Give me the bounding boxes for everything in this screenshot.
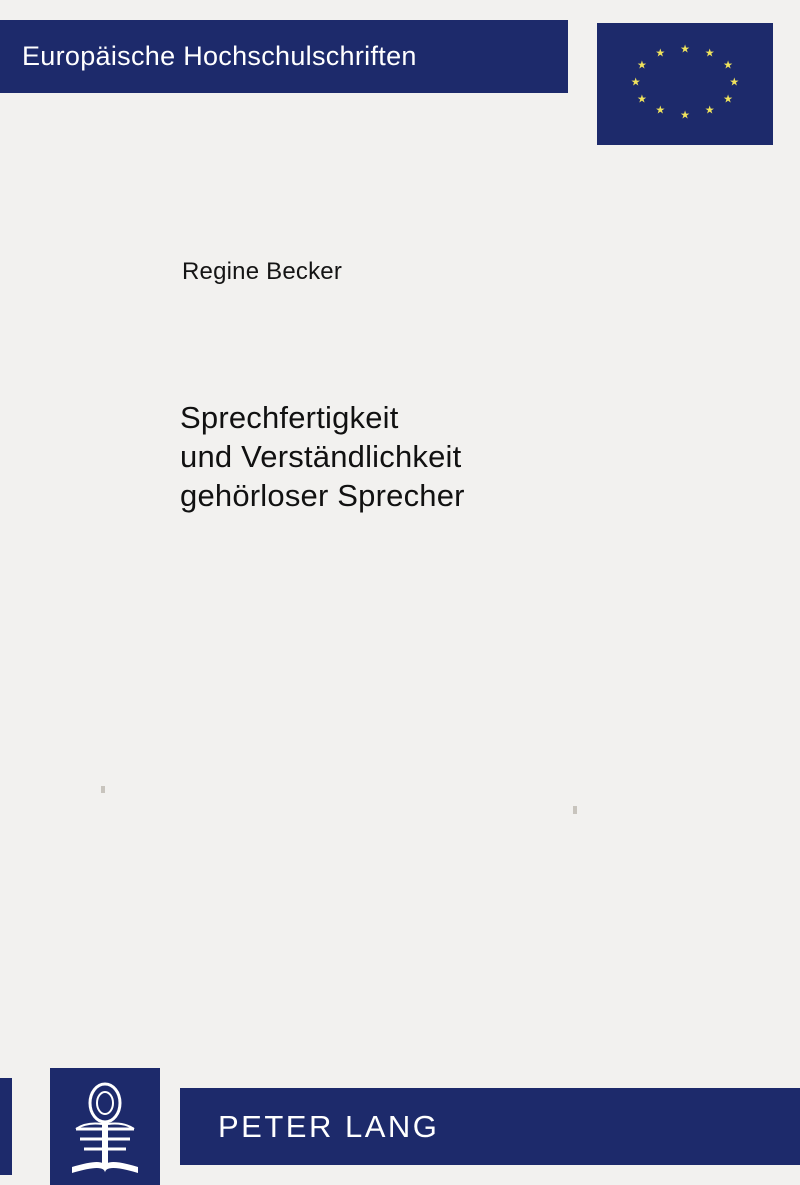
paper-speck xyxy=(101,786,105,793)
publisher-logo-box xyxy=(50,1068,160,1185)
star-icon: ★ xyxy=(704,104,715,117)
title-line-2: und Verständlichkeit xyxy=(180,439,462,474)
peter-lang-tree-logo-icon xyxy=(62,1077,148,1177)
star-icon: ★ xyxy=(723,59,734,72)
publisher-bar xyxy=(180,1088,800,1165)
star-icon: ★ xyxy=(723,93,734,106)
star-icon: ★ xyxy=(636,93,647,106)
star-icon: ★ xyxy=(680,109,690,122)
footer-edge-stub xyxy=(0,1078,12,1175)
title-line-3: gehörloser Sprecher xyxy=(180,478,465,513)
series-banner xyxy=(0,20,568,93)
star-icon: ★ xyxy=(729,76,740,89)
publisher-name: PETER LANG xyxy=(218,1108,440,1144)
star-icon: ★ xyxy=(680,43,690,56)
book-title xyxy=(180,398,465,515)
star-icon: ★ xyxy=(630,76,641,89)
series-title: Europäische Hochschulschriften xyxy=(22,41,417,71)
star-icon: ★ xyxy=(704,47,715,60)
paper-speck xyxy=(573,806,577,814)
star-icon: ★ xyxy=(655,47,666,60)
star-icon: ★ xyxy=(655,104,666,117)
title-line-1: Sprechfertigkeit xyxy=(180,400,399,435)
eu-flag-emblem xyxy=(597,23,773,145)
author-name: Regine Becker xyxy=(182,258,343,285)
star-icon: ★ xyxy=(636,59,647,72)
eu-stars-ring xyxy=(597,23,773,145)
publisher-footer xyxy=(0,1068,800,1185)
